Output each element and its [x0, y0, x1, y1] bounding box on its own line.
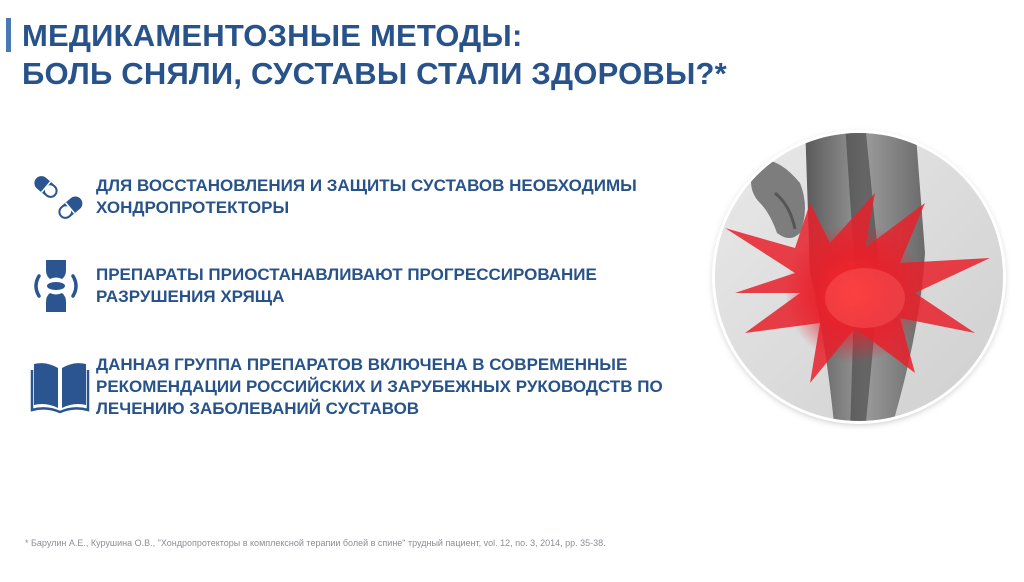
bullet-2-text	[96, 264, 597, 308]
bullet-3-line-3: ЛЕЧЕНИЮ ЗАБОЛЕВАНИЙ СУСТАВОВ	[96, 399, 420, 418]
bullet-3-line-1: ДАННАЯ ГРУППА ПРЕПАРАТОВ ВКЛЮЧЕНА В СОВРЕМЕННЫЕ	[96, 355, 628, 374]
bullet-2-line-1: ПРЕПАРАТЫ ПРИОСТАНАВЛИВАЮТ ПРОГРЕССИРОВАНИЕ	[96, 265, 597, 284]
slide-title	[22, 17, 727, 93]
bullet-3-text	[96, 354, 663, 420]
footnote: * Барулин А.Е., Курушина О.В., "Хондропротекторы в комплексной терапии болей в спине" трудный пациент, vol. 12, no. 3, 2014, pp. 35-38.	[25, 538, 606, 548]
title-line-2: БОЛЬ СНЯЛИ, СУСТАВЫ СТАЛИ ЗДОРОВЫ?*	[22, 56, 727, 91]
joint-icon	[26, 256, 86, 316]
bullet-2-line-2: РАЗРУШЕНИЯ ХРЯЩА	[96, 287, 285, 306]
book-icon	[30, 354, 90, 414]
bullet-3-line-2: РЕКОМЕНДАЦИИ РОССИЙСКИХ И ЗАРУБЕЖНЫХ РУКОВОДСТВ ПО	[96, 377, 663, 396]
bullet-1-text	[96, 175, 637, 219]
knee-pain-photo	[715, 133, 1003, 421]
title-accent-bar	[6, 18, 11, 52]
bullet-1-line-2: ХОНДРОПРОТЕКТОРЫ	[96, 198, 290, 217]
pills-icon	[28, 170, 88, 230]
bullet-1-line-1: ДЛЯ ВОССТАНОВЛЕНИЯ И ЗАЩИТЫ СУСТАВОВ НЕОБХОДИМЫ	[96, 176, 637, 195]
title-line-1: МЕДИКАМЕНТОЗНЫЕ МЕТОДЫ:	[22, 18, 523, 53]
